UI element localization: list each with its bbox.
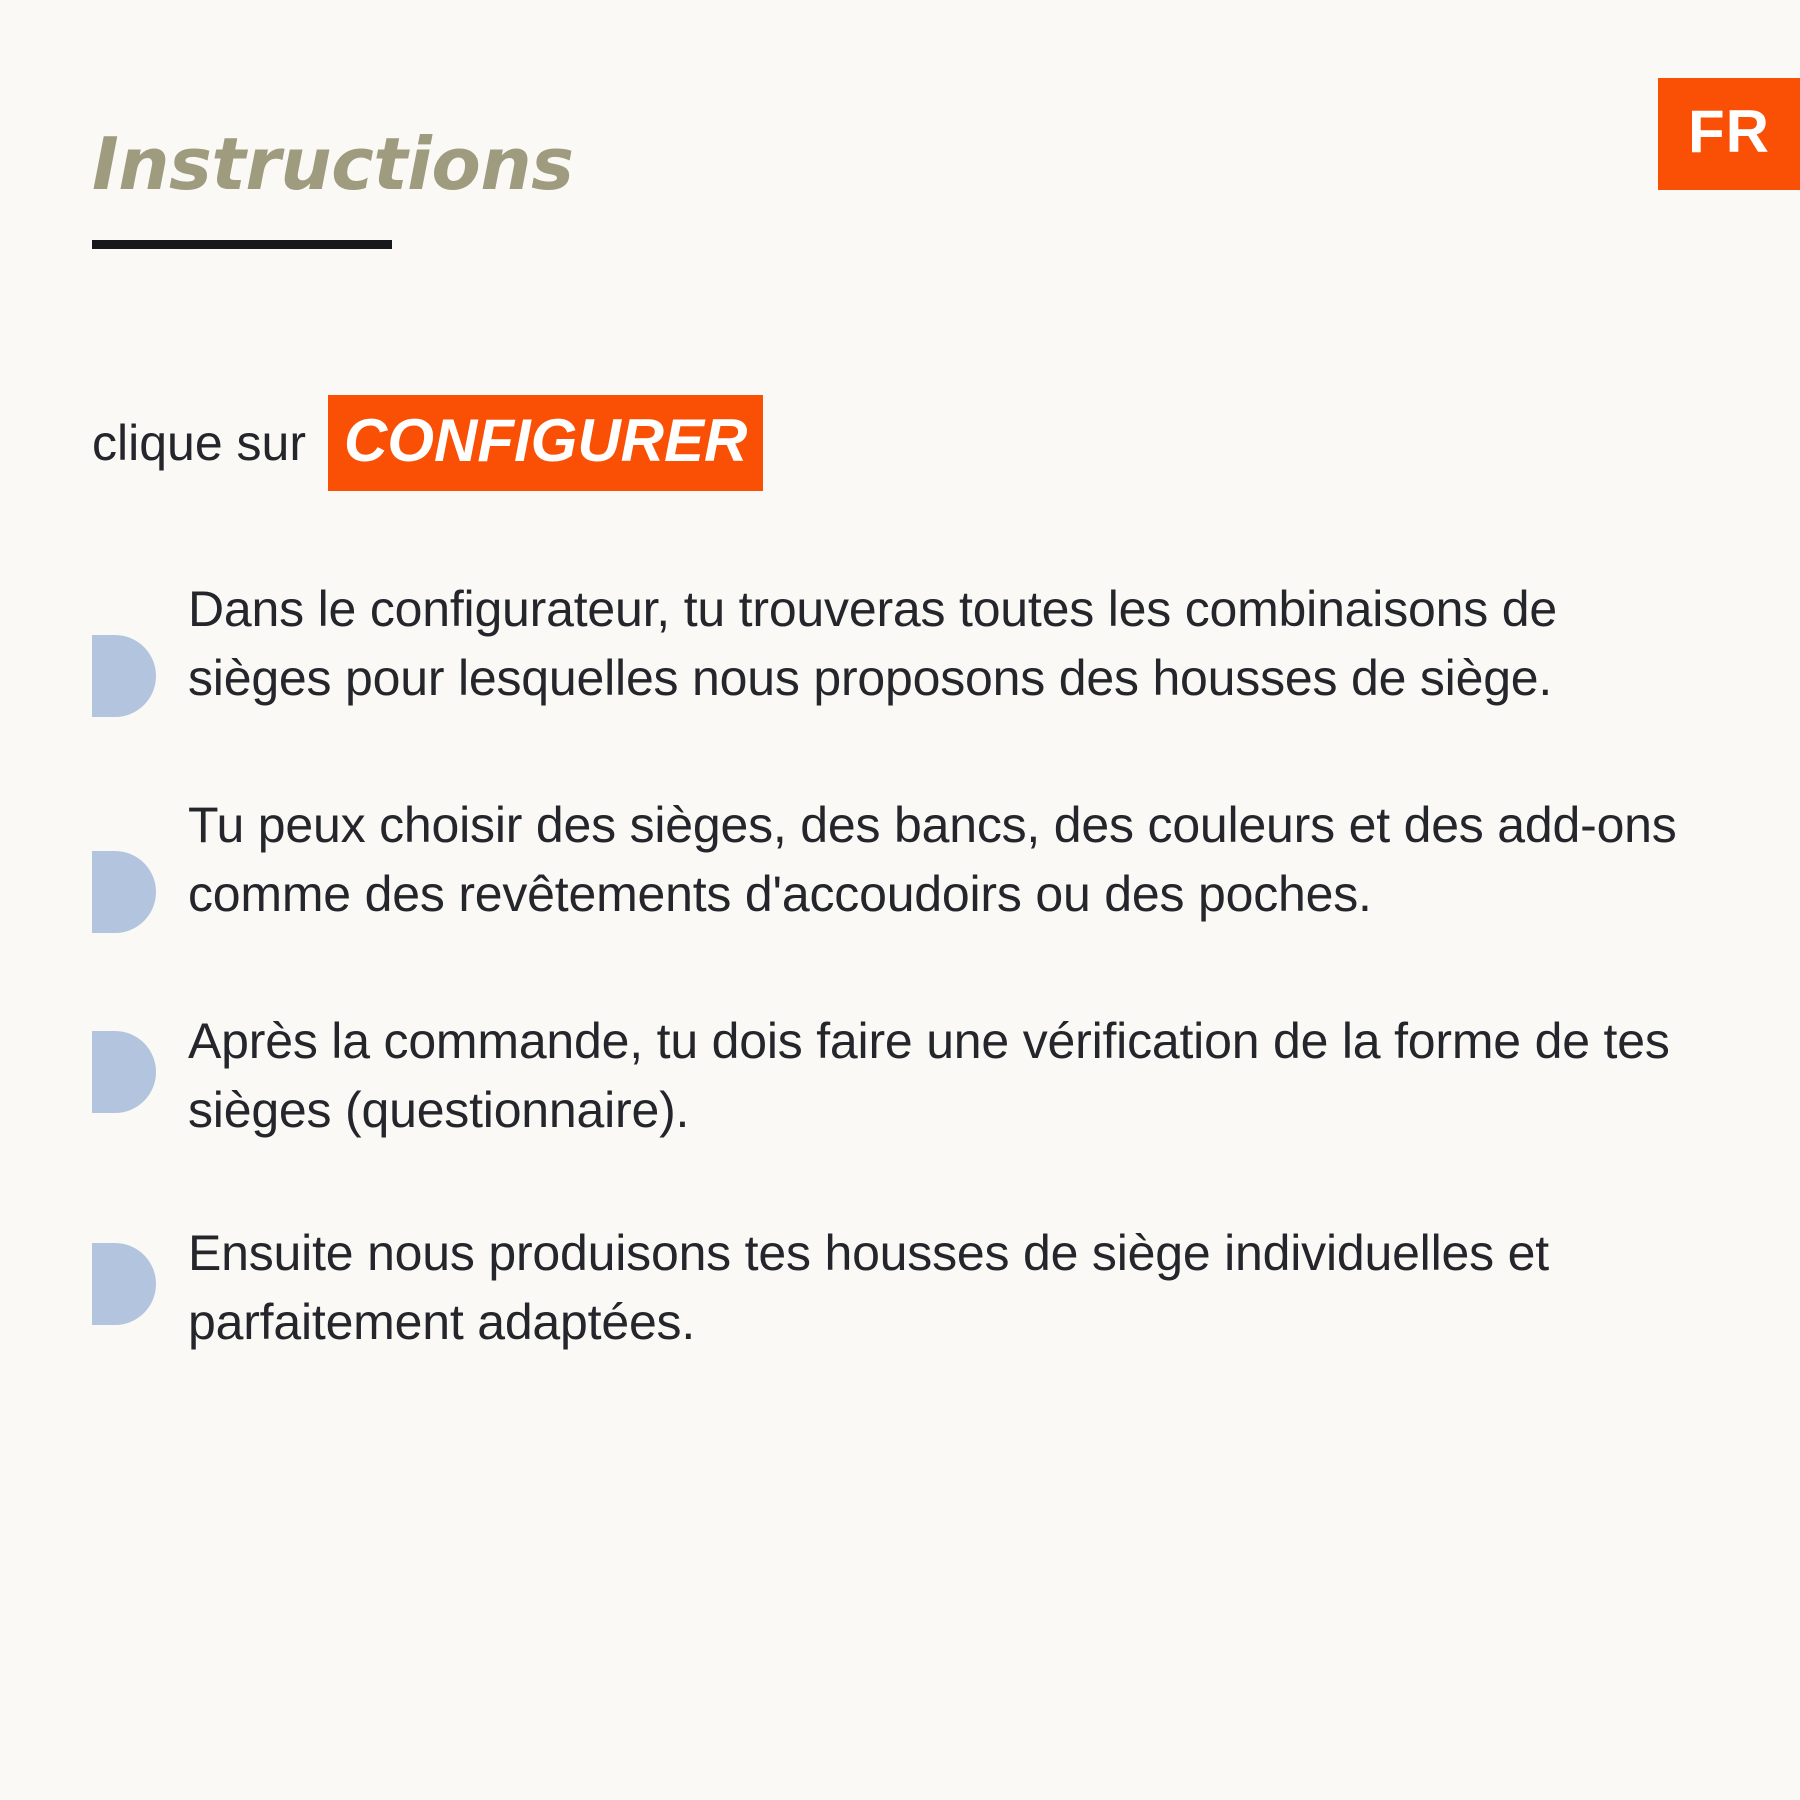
bullet-marker-icon: [92, 1243, 156, 1325]
page-title: Instructions: [92, 122, 574, 206]
list-item: [92, 1219, 1692, 1357]
instructions-list: [92, 575, 1692, 1357]
bullet-marker-icon: [92, 851, 156, 933]
list-item-text: Après la commande, tu dois faire une vérification de la forme de tes sièges (questionnaire).: [188, 1013, 1670, 1138]
configure-button-label[interactable]: CONFIGURER: [328, 395, 763, 491]
cta-prefix-text: clique sur: [92, 415, 306, 471]
language-badge[interactable]: FR: [1658, 78, 1800, 190]
cta-instruction-line: [92, 395, 763, 491]
list-item-text: Dans le configurateur, tu trouveras toutes les combinaisons de sièges pour lesquelles nous proposons des housses de siège.: [188, 581, 1557, 706]
page-title-block: [92, 122, 574, 249]
list-item: [92, 791, 1692, 933]
list-item: [92, 1007, 1692, 1145]
list-item-text: Tu peux choisir des sièges, des bancs, des couleurs et des add-ons comme des revêtements d'accoudoirs ou des poches.: [188, 797, 1677, 922]
bullet-marker-icon: [92, 1031, 156, 1113]
list-item: [92, 575, 1692, 717]
title-underline-rule: [92, 240, 392, 249]
bullet-marker-icon: [92, 635, 156, 717]
list-item-text: Ensuite nous produisons tes housses de siège individuelles et parfaitement adaptées.: [188, 1225, 1549, 1350]
